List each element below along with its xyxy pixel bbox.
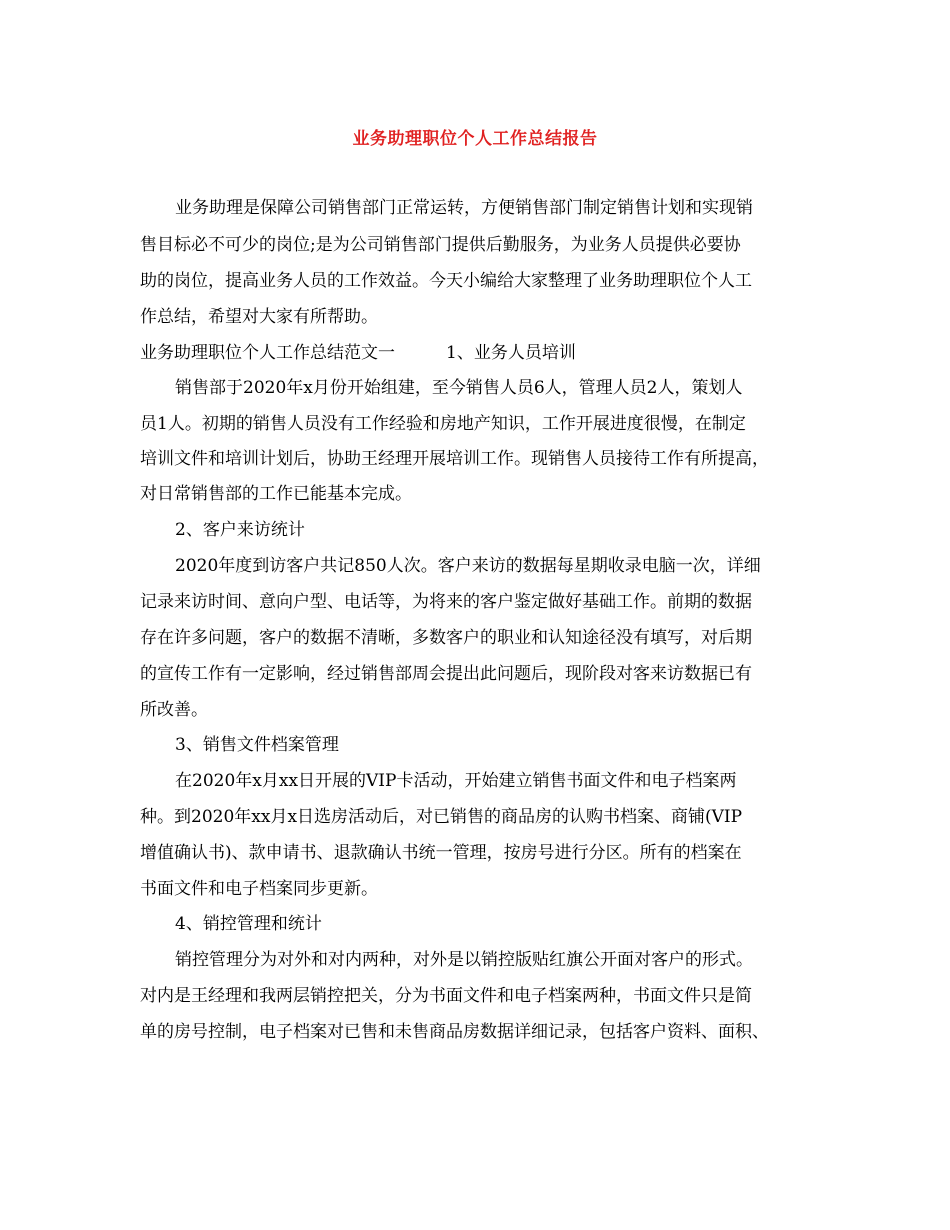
paragraph-line: 在2020年x月xx日开展的VIP卡活动，开始建立销售书面文件和电子档案两 xyxy=(175,771,737,791)
paragraph-line: 业务助理是保障公司销售部门正常运转，方便销售部门制定销售计划和实现销 xyxy=(175,198,753,218)
paragraph-line: 员1人。初期的销售人员没有工作经验和房地产知识，工作开展进度很慢，在制定 xyxy=(140,414,746,434)
document-title: 业务助理职位个人工作总结报告 xyxy=(352,129,598,149)
paragraph-line: 销控管理分为对外和对内两种，对外是以销控版贴红旗公开面对客户的形式。 xyxy=(175,950,753,970)
paragraph-line: 存在许多问题，客户的数据不清晰，多数客户的职业和认知途径没有填写，对后期 xyxy=(140,628,752,648)
paragraph-line: 书面文件和电子档案同步更新。 xyxy=(140,879,378,899)
paragraph-line: 单的房号控制，电子档案对已售和未售商品房数据详细记录，包括客户资料、面积、 xyxy=(140,1022,769,1042)
paragraph-line: 作总结，希望对大家有所帮助。 xyxy=(140,307,378,327)
paragraph-line: 销售部于2020年x月份开始组建，至今销售人员6人，管理人员2人，策划人 xyxy=(175,378,743,398)
paragraph-line: 增值确认书)、款申请书、退款确认书统一管理，按房号进行分区。所有的档案在 xyxy=(140,843,742,863)
paragraph-line: 所改善。 xyxy=(140,700,208,720)
paragraph-line: 的宣传工作有一定影响，经过销售部周会提出此问题后，现阶段对客来访数据已有 xyxy=(140,664,752,684)
paragraph-line: 培训文件和培训计划后，协助王经理开展培训工作。现销售人员接待工作有所提高， xyxy=(140,449,769,469)
section-heading: 2、客户来访统计 xyxy=(175,520,305,540)
paragraph-line: 对内是王经理和我两层销控把关，分为书面文件和电子档案两种，书面文件只是简 xyxy=(140,986,752,1006)
paragraph-line: 种。到2020年xx月x日选房活动后，对已销售的商品房的认购书档案、商铺(VIP xyxy=(140,807,743,827)
section-heading: 3、销售文件档案管理 xyxy=(175,735,339,755)
section-heading-line: 业务助理职位个人工作总结范文一 1、业务人员培训 xyxy=(140,343,576,363)
section-heading: 4、销控管理和统计 xyxy=(175,914,322,934)
paragraph-line: 助的岗位，提高业务人员的工作效益。今天小编给大家整理了业务助理职位个人工 xyxy=(140,271,752,291)
paragraph-line: 2020年度到访客户共记850人次。客户来访的数据每星期收录电脑一次，详细 xyxy=(175,556,761,576)
paragraph-line: 售目标必不可少的岗位;是为公司销售部门提供后勤服务，为业务人员提供必要协 xyxy=(140,235,741,255)
paragraph-line: 对日常销售部的工作已能基本完成。 xyxy=(140,484,412,504)
paragraph-line: 记录来访时间、意向户型、电话等，为将来的客户鉴定做好基础工作。前期的数据 xyxy=(140,592,752,612)
